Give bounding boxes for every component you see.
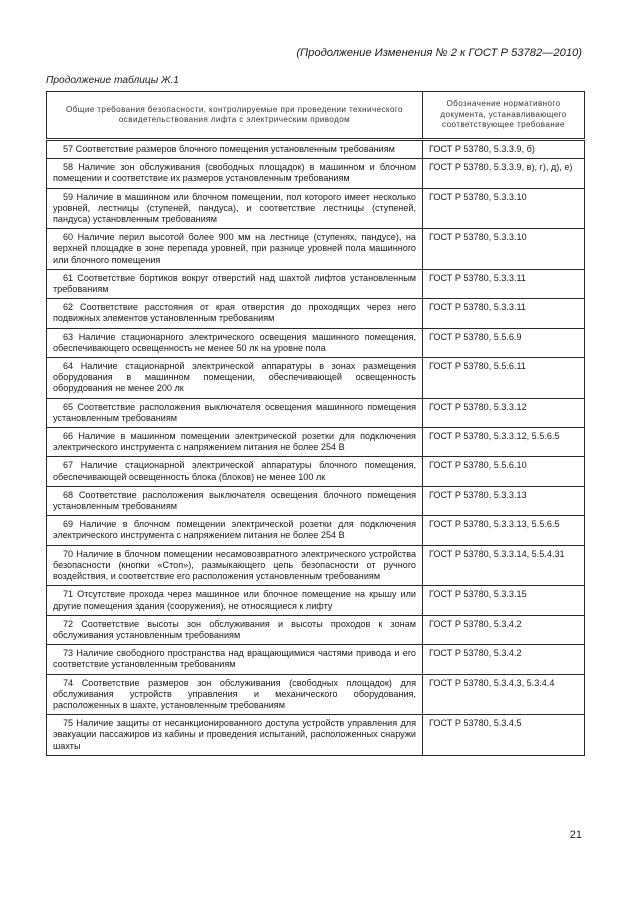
document-reference-cell: ГОСТ Р 53780, 5.3.4.5 xyxy=(423,715,585,756)
requirement-cell xyxy=(47,715,423,756)
document-reference-cell: ГОСТ Р 53780, 5.3.3.11 xyxy=(423,269,585,298)
document-reference-cell: ГОСТ Р 53780, 5.3.3.10 xyxy=(423,229,585,270)
table-row xyxy=(47,715,585,756)
requirement-text: 69 Наличие в блочном помещении электрической розетки для подключения электрического инструмента с напряжением питания не более 254 В xyxy=(53,519,416,541)
requirement-text: 62 Соответствие расстояния от края отверстия до проходящих через него подвижных элементов установленным требованиям xyxy=(53,302,416,324)
document-reference-cell: ГОСТ Р 53780, 5.3.3.13, 5.5.6.5 xyxy=(423,516,585,545)
table-row xyxy=(47,586,585,615)
requirement-cell xyxy=(47,486,423,515)
document-reference-cell: ГОСТ Р 53780, 5.3.3.12 xyxy=(423,398,585,427)
table-row xyxy=(47,398,585,427)
requirement-text: 58 Наличие зон обслуживания (свободных площадок) в машинном и блочном помещении и соответствие их размеров установленным требованиям xyxy=(53,162,416,184)
document-header-note: (Продолжение Изменения № 2 к ГОСТ Р 53782—2010) xyxy=(296,47,582,59)
table-row xyxy=(47,457,585,486)
requirement-cell xyxy=(47,269,423,298)
requirement-text: 72 Соответствие высоты зон обслуживания и высоты проходов к зонам обслуживания установленным требованиям xyxy=(53,618,416,640)
requirement-text: 66 Наличие в машинном помещении электрической розетки для подключения электрического инструмента с напряжением питания не более 254 В xyxy=(53,431,416,453)
table-row xyxy=(47,299,585,328)
requirement-text: 74 Соответствие размеров зон обслуживания (свободных площадок) для обслуживания устройств управления и механического оборудования, расположенных в шахте, установленным требованиям xyxy=(53,677,416,710)
document-reference-cell: ГОСТ Р 53780, 5.3.3.9, в), г), д), е) xyxy=(423,159,585,188)
requirement-cell xyxy=(47,645,423,674)
table-row xyxy=(47,615,585,644)
page-number: 21 xyxy=(569,829,582,841)
requirement-text: 63 Наличие стационарного электрического освещения машинного помещения, обеспечивающего освещенность не менее 50 лк на уровне пола xyxy=(53,331,416,353)
requirement-text: 75 Наличие защиты от несанкционированного доступа устройств управления для эвакуации пассажиров из кабины и проведения испытаний, расположенных снаружи шахты xyxy=(53,718,416,751)
column-header-document: Обозначение нормативного документа, устанавливающего соответствующее требование xyxy=(423,92,585,140)
document-reference-cell: ГОСТ Р 53780, 5.3.3.14, 5.5.4.31 xyxy=(423,545,585,586)
column-header-requirements: Общие требования безопасности, контролируемые при проведении технического освидетельствования лифта с электрическим приводом xyxy=(47,92,423,140)
table-row xyxy=(47,328,585,357)
requirement-cell xyxy=(47,328,423,357)
requirement-text: 59 Наличие в машинном или блочном помещении, пол которого имеет несколько уровней, лестницы (ступеней, пандуса), и соответствие лестницы (ступеней, пандуса) установленным требованиям xyxy=(53,191,416,225)
table-row xyxy=(47,269,585,298)
requirement-cell xyxy=(47,159,423,188)
document-reference-cell: ГОСТ Р 53780, 5.5.6.10 xyxy=(423,457,585,486)
document-reference-cell: ГОСТ Р 53780, 5.3.3.12, 5.5.6.5 xyxy=(423,428,585,457)
table-row xyxy=(47,159,585,188)
requirement-text: 60 Наличие перил высотой более 900 мм на лестнице (ступенях, пандусе), на верхней площадке в зоне перепада уровней, при разнице уровней пола машинного или блочного помещения xyxy=(53,232,416,265)
table-body xyxy=(47,140,585,756)
requirement-text: 71 Отсутствие прохода через машинное или блочное помещение на крышу или другие помещения здания (сооружения), не относящиеся к лифту xyxy=(53,589,416,611)
table-caption: Продолжение таблицы Ж.1 xyxy=(46,75,179,86)
document-reference-cell: ГОСТ Р 53780, 5.3.3.13 xyxy=(423,486,585,515)
requirement-text: 65 Соответствие расположения выключателя освещения машинного помещения установленным требованиям xyxy=(53,401,416,423)
requirement-text: 73 Наличие свободного пространства над вращающимися частями привода и его соответствие установленным требованиям xyxy=(53,648,416,670)
table-row xyxy=(47,358,585,399)
document-reference-cell: ГОСТ Р 53780, 5.3.4.3, 5.3.4.4 xyxy=(423,674,585,715)
document-reference-cell: ГОСТ Р 53780, 5.3.3.9, б) xyxy=(423,140,585,159)
table-row xyxy=(47,486,585,515)
table-row xyxy=(47,674,585,715)
table-row xyxy=(47,140,585,159)
document-reference-cell: ГОСТ Р 53780, 5.5.6.9 xyxy=(423,328,585,357)
requirement-text: 64 Наличие стационарной электрической аппаратуры в зонах размещения оборудования в машинном помещении, обеспечивающей освещенность оборудования не менее 200 лк xyxy=(53,361,416,394)
requirement-text: 57 Соответствие размеров блочного помещения установленным требованиям xyxy=(63,144,395,154)
requirement-cell xyxy=(47,545,423,586)
requirement-cell xyxy=(47,140,423,159)
requirement-cell xyxy=(47,457,423,486)
table-row xyxy=(47,188,585,229)
requirements-table xyxy=(46,91,585,756)
requirement-text: 61 Соответствие бортиков вокруг отверстий над шахтой лифтов установленным требованиям xyxy=(53,272,416,295)
document-reference-cell: ГОСТ Р 53780, 5.3.3.15 xyxy=(423,586,585,615)
requirement-cell xyxy=(47,229,423,270)
table-row xyxy=(47,229,585,270)
document-reference-cell: ГОСТ Р 53780, 5.3.3.11 xyxy=(423,299,585,328)
requirement-text: 67 Наличие стационарной электрической аппаратуры блочного помещения, обеспечивающей освещенность блока (блоков) не менее 100 лк xyxy=(53,460,416,482)
requirement-text: 68 Соответствие расположения выключателя освещения блочного помещения установленным требованиям xyxy=(53,489,416,512)
requirement-cell xyxy=(47,428,423,457)
table-header-row xyxy=(47,92,585,140)
requirement-cell xyxy=(47,586,423,615)
document-reference-cell: ГОСТ Р 53780, 5.3.4.2 xyxy=(423,615,585,644)
requirement-cell xyxy=(47,358,423,399)
document-reference-cell: ГОСТ Р 53780, 5.3.4.2 xyxy=(423,645,585,674)
requirement-cell xyxy=(47,398,423,427)
requirement-cell xyxy=(47,674,423,715)
document-reference-cell: ГОСТ Р 53780, 5.5.6.11 xyxy=(423,358,585,399)
requirement-cell xyxy=(47,299,423,328)
table-row xyxy=(47,645,585,674)
table-row xyxy=(47,516,585,545)
table-row xyxy=(47,428,585,457)
document-reference-cell: ГОСТ Р 53780, 5.3.3.10 xyxy=(423,188,585,229)
table-row xyxy=(47,545,585,586)
requirement-cell xyxy=(47,516,423,545)
requirement-cell xyxy=(47,615,423,644)
requirement-cell xyxy=(47,188,423,229)
requirement-text: 70 Наличие в блочном помещении несамовозвратного электрического устройства безопасности (кнопки «Стоп»), размыкающего цепь безопасности от ручного воздействия, и соответствие его расположения установленным требованиям xyxy=(53,548,416,582)
